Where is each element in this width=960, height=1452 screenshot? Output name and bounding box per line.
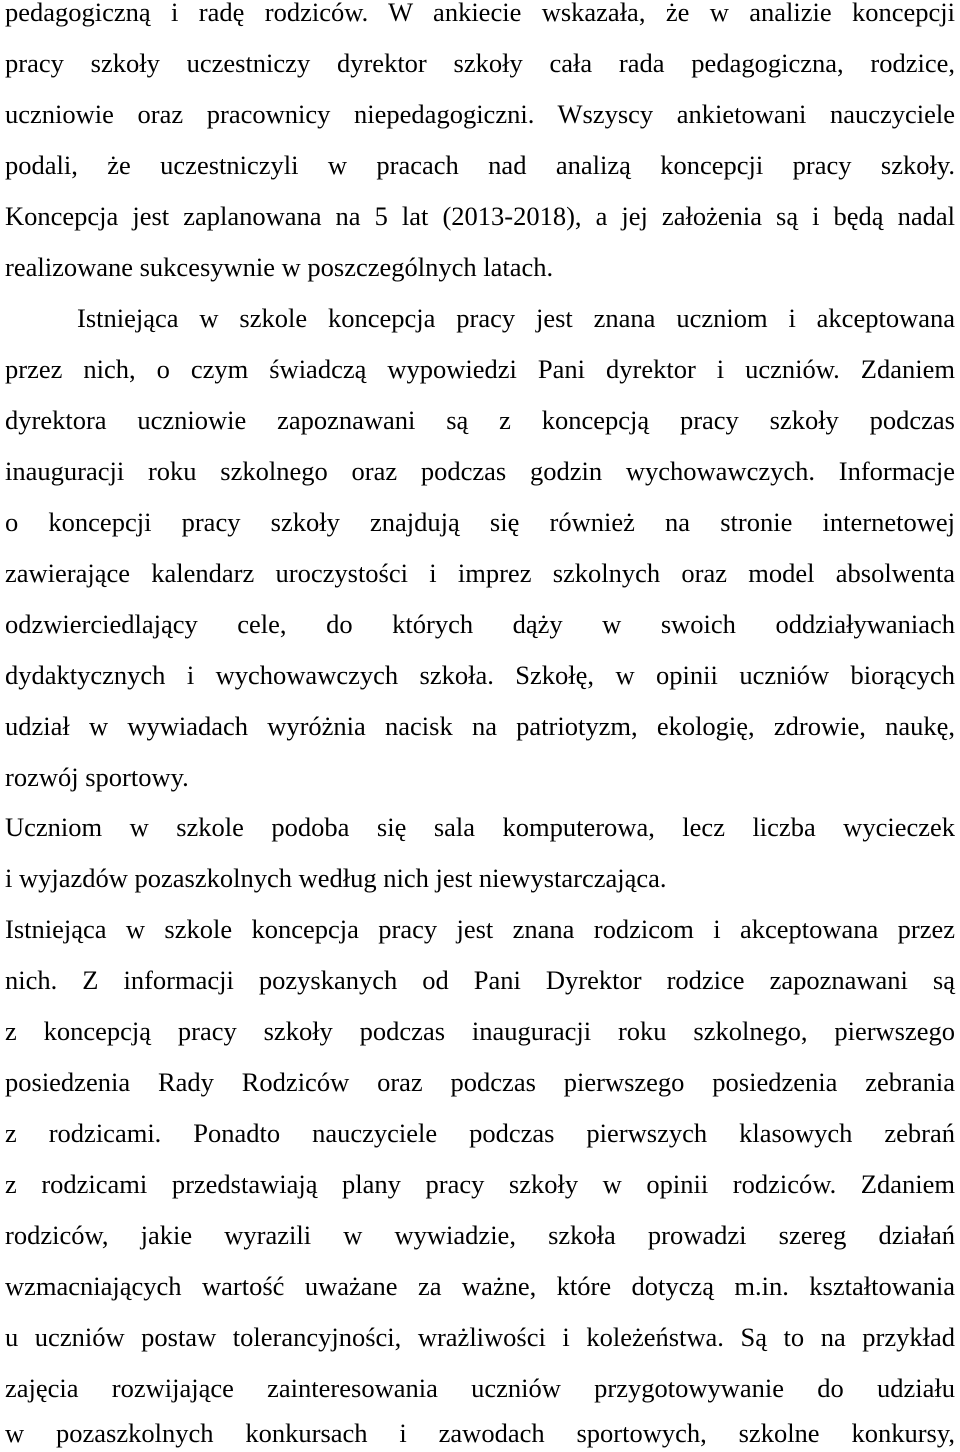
text-line: przez nich, o czym świadczą wypowiedzi Pani dyrektor i uczniów. Zdaniem bbox=[5, 354, 955, 384]
text-line: pedagogiczną i radę rodziców. W ankiecie wskazała, że w analizie koncepcji bbox=[5, 0, 955, 27]
text-line: pracy szkoły uczestniczy dyrektor szkoły cała rada pedagogiczna, rodzice, bbox=[5, 48, 955, 78]
text-line: zawierające kalendarz uroczystości i imprez szkolnych oraz model absolwenta bbox=[5, 558, 955, 588]
text-line: udział w wywiadach wyróżnia nacisk na patriotyzm, ekologię, zdrowie, naukę, bbox=[5, 711, 955, 741]
text-line: z koncepcją pracy szkoły podczas inauguracji roku szkolnego, pierwszego bbox=[5, 1016, 955, 1046]
text-line: i wyjazdów pozaszkolnych według nich jest niewystarczająca. bbox=[5, 863, 667, 893]
text-line: zajęcia rozwijające zainteresowania uczniów przygotowywanie do udziału bbox=[5, 1373, 955, 1403]
text-line: Istniejąca w szkole koncepcja pracy jest znana rodzicom i akceptowana przez bbox=[5, 914, 955, 944]
text-line: nich. Z informacji pozyskanych od Pani Dyrektor rodzice zapoznawani są bbox=[5, 965, 955, 995]
text-line: podali, że uczestniczyli w pracach nad analizą koncepcji pracy szkoły. bbox=[5, 150, 955, 180]
text-line: dydaktycznych i wychowawczych szkoła. Szkołę, w opinii uczniów biorących bbox=[5, 660, 955, 690]
text-line: dyrektora uczniowie zapoznawani są z koncepcją pracy szkoły podczas bbox=[5, 405, 955, 435]
text-line: Istniejąca w szkole koncepcja pracy jest znana uczniom i akceptowana bbox=[77, 303, 955, 333]
text-line: uczniowie oraz pracownicy niepedagogiczni. Wszyscy ankietowani nauczyciele bbox=[5, 99, 955, 129]
text-line: inauguracji roku szkolnego oraz podczas godzin wychowawczych. Informacje bbox=[5, 456, 955, 486]
text-line: realizowane sukcesywnie w poszczególnych latach. bbox=[5, 252, 554, 282]
text-line: rozwój sportowy. bbox=[5, 762, 189, 792]
text-line: wzmacniających wartość uważane za ważne, które dotyczą m.in. kształtowania bbox=[5, 1271, 955, 1301]
text-line: rodziców, jakie wyrazili w wywiadzie, szkoła prowadzi szereg działań bbox=[5, 1220, 955, 1250]
text-line: z rodzicami przedstawiają plany pracy szkoły w opinii rodziców. Zdaniem bbox=[5, 1169, 955, 1199]
text-line: Koncepcja jest zaplanowana na 5 lat (2013-2018), a jej założenia są i będą nadal bbox=[5, 201, 955, 231]
text-line: u uczniów postaw tolerancyjności, wrażliwości i koleżeństwa. Są to na przykład bbox=[5, 1322, 955, 1352]
text-line: z rodzicami. Ponadto nauczyciele podczas pierwszych klasowych zebrań bbox=[5, 1118, 955, 1148]
text-line: odzwierciedlający cele, do których dąży w swoich oddziaływaniach bbox=[5, 609, 955, 639]
text-line: w pozaszkolnych konkursach i zawodach sportowych, szkolne konkursy, bbox=[5, 1418, 955, 1448]
text-line: posiedzenia Rady Rodziców oraz podczas pierwszego posiedzenia zebrania bbox=[5, 1067, 955, 1097]
text-line: o koncepcji pracy szkoły znajdują się również na stronie internetowej bbox=[5, 507, 955, 537]
text-line: Uczniom w szkole podoba się sala komputerowa, lecz liczba wycieczek bbox=[5, 812, 955, 842]
